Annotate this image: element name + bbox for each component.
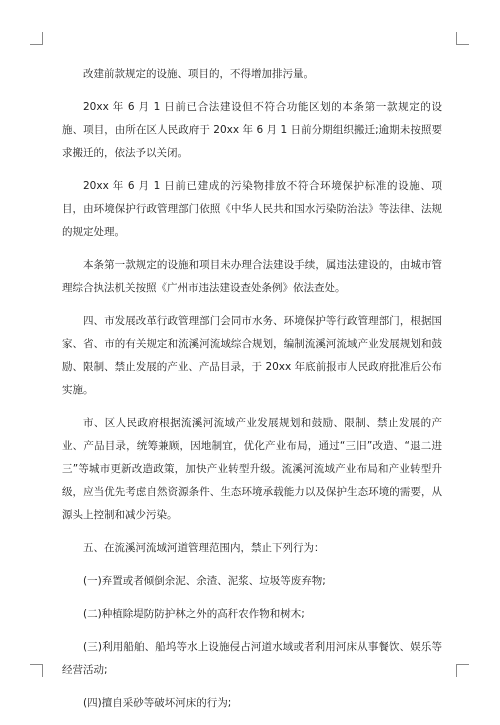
section-heading-5: 五、在流溪河流域河道管理范围内，禁止下列行为： (83, 542, 325, 554)
paragraph-5: 四、市发展改革行政管理部门会同市水务、环境保护等行政管理部门，根据国家、省、市的有关规定和流溪河流域综合规划，编制流溪河流域产业发展规划和鼓励、限制、禁止发展的产业、产品目录，于 20xx 年底前报市人民政府批准后公布实施。 (62, 315, 442, 396)
crop-mark-top-right (456, 32, 469, 45)
paragraph-2: 20xx 年 6 月 1 日前已合法建设但不符合功能区划的本条第一款规定的设施、项目，由所在区人民政府于 20xx 年 6 月 1 日前分期组织搬迁;逾期未按照要求搬迁的，依法予以关闭。 (62, 101, 442, 159)
paragraph-4: 本条第一款规定的设施和项目未办理合法建设手续，属违法建设的，由城市管理综合执法机关按照《广州市违法建设查处条例》依法查处。 (62, 259, 442, 294)
crop-mark-bottom-left (30, 664, 43, 677)
crop-mark-top-left (30, 32, 43, 45)
document-body (62, 63, 442, 725)
list-item-4: (四)擅自采砂等破坏河床的行为; (83, 697, 232, 709)
list-item-3: (三)利用船舶、船坞等水上设施侵占河道水域或者利用河床从事餐饮、娱乐等经营活动; (62, 641, 442, 676)
paragraph-1: 改建前款规定的设施、项目的，不得增加排污量。 (83, 68, 314, 80)
paragraph-3: 20xx 年 6 月 1 日前已建成的污染物排放不符合环境保护标准的设施、项目，由环境保护行政管理部门依照《中华人民共和国水污染防治法》等法律、法规的规定处理。 (62, 180, 442, 238)
paragraph-6: 市、区人民政府根据流溪河流域产业发展规划和鼓励、限制、禁止发展的产业、产品目录，统筹兼顾，因地制宜，优化产业布局，通过“三旧”改造、“退二进三”等城市更新改造政策，加快产业转型升级。流溪河流域产业布局和产业转型升级，应当优先考虑自然资源条件、生态环境承载能力以及保护生态环境的需要，从源头上控制和减少污染。 (62, 417, 442, 521)
list-item-1: (一)弃置或者倾倒余泥、余渣、泥浆、垃圾等废弃物; (83, 575, 326, 587)
crop-mark-bottom-right (456, 664, 469, 677)
list-item-2: (二)种植除堤防防护林之外的高秆农作物和树木; (83, 608, 305, 620)
